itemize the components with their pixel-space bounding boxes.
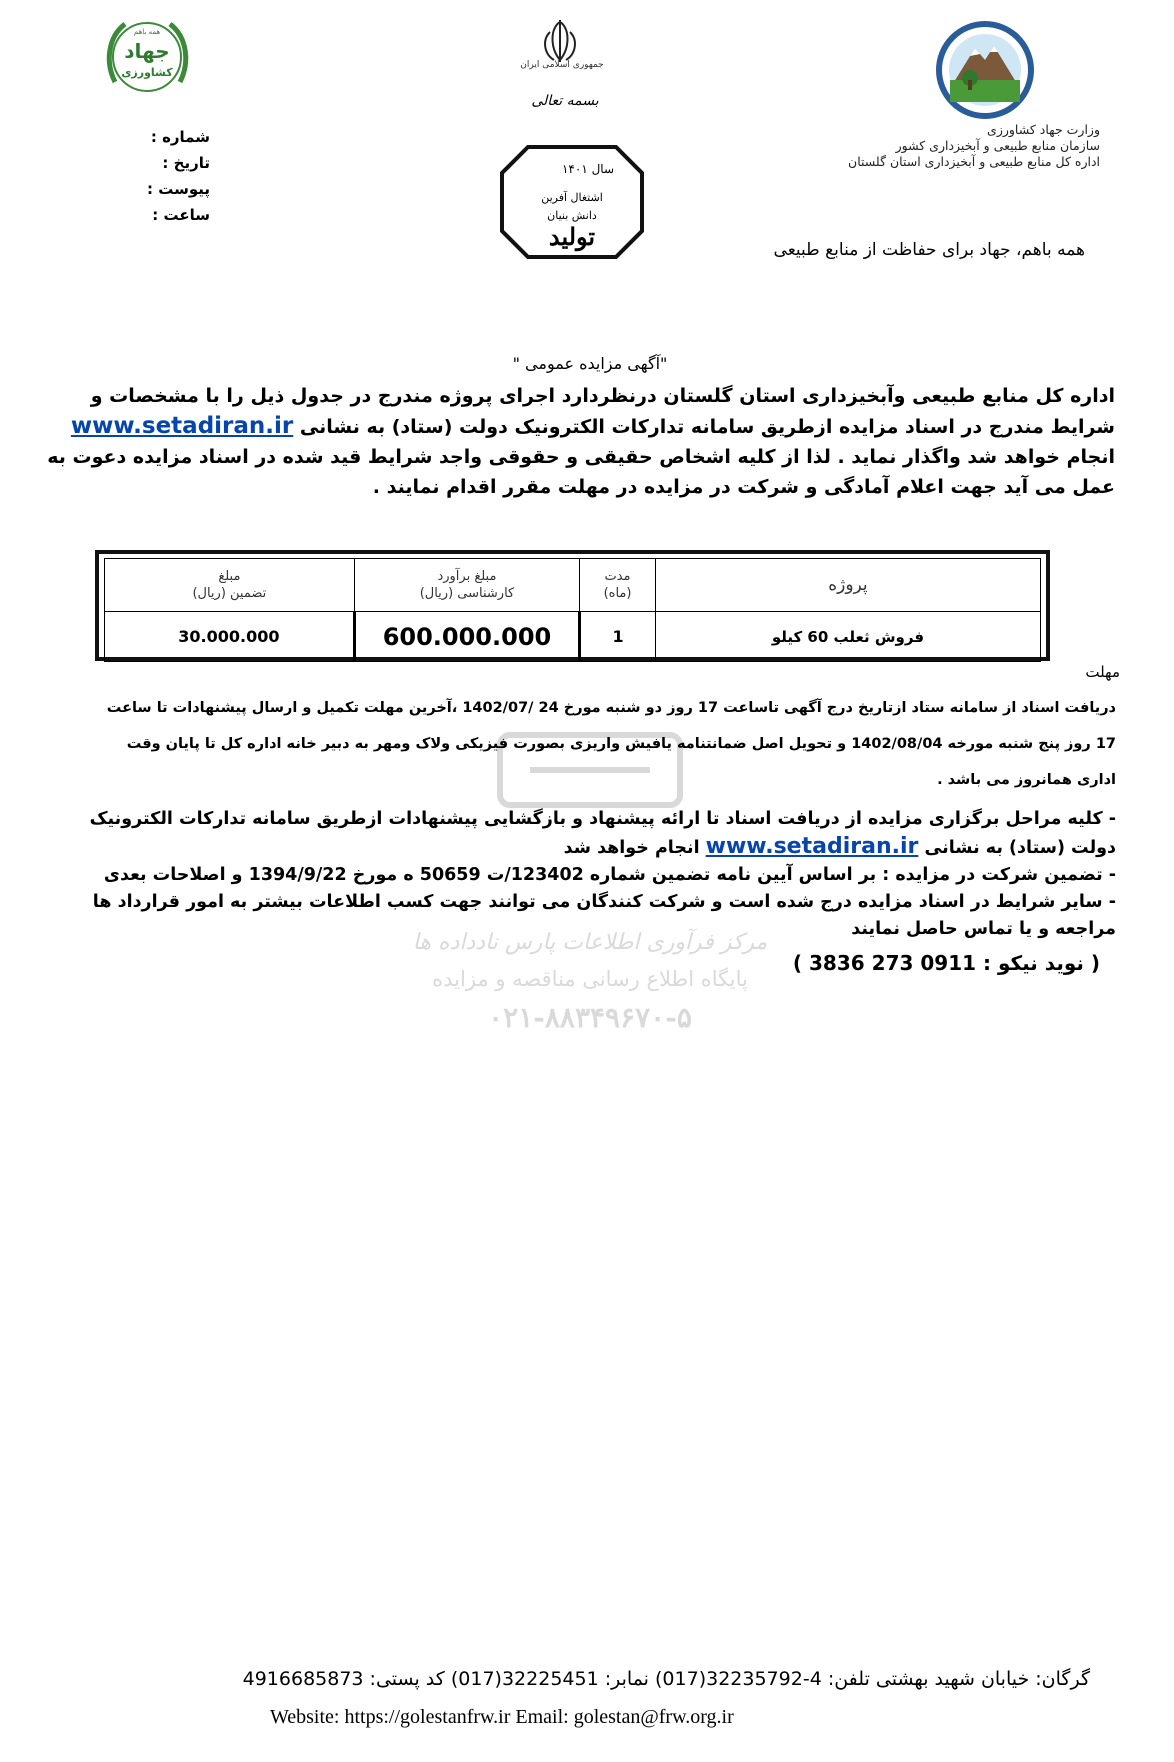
auction-table xyxy=(104,558,1041,662)
jihad-agriculture-logo xyxy=(100,12,195,102)
organization-logo xyxy=(930,20,1040,120)
footer-web-email: Website: https://golestanfrw.ir Email: golestan@frw.org.ir xyxy=(270,1706,734,1728)
notice-intro xyxy=(40,381,1115,502)
deadline-text xyxy=(44,690,1116,798)
logo-year-top: ۱۳۴۲ xyxy=(977,29,993,37)
setadiran-link-2[interactable]: www.setadiran.ir xyxy=(705,834,919,859)
org-line-2: سازمان منابع طبیعی و آبخیزداری کشور xyxy=(895,138,1100,153)
deadline-label: مهلت xyxy=(1085,663,1120,681)
row-duration: 1 xyxy=(580,612,656,662)
header-estimate xyxy=(354,559,579,612)
condition-1 xyxy=(44,806,1116,862)
slogan: همه باهم، جهاد برای حفاظت از منابع طبیعی xyxy=(773,240,1085,260)
logo-line3: کشاورزی xyxy=(121,66,173,79)
setadiran-link[interactable]: www.setadiran.ir xyxy=(70,413,294,439)
contact-info: ( نوید نیکو : 0911 273 3836 ) xyxy=(792,951,1100,975)
table-header-row xyxy=(105,559,1041,612)
deadline-line-3: اداری همانروز می باشد . xyxy=(937,772,1116,788)
header-deposit-l2: تضمین (ریال) xyxy=(192,586,267,601)
header-duration-l2: (ماه) xyxy=(603,586,632,601)
header-deposit-l1: مبلغ xyxy=(218,569,241,584)
time-field: ساعت : xyxy=(152,206,210,224)
logo-line1: همه باهم xyxy=(133,28,161,36)
attachment-field: پیوست : xyxy=(146,180,210,198)
row-project: فروش ثعلب 60 کیلو xyxy=(655,612,1040,662)
condition-2: - تضمین شرکت در مزایده : بر اساس آیین نامه تضمین شماره 123402/ت 50659 ه مورخ 1394/9/22 و اصلاحات بعدی xyxy=(103,865,1116,885)
header-duration xyxy=(580,559,656,612)
date-field: تاریخ : xyxy=(162,154,210,172)
watermark-phone: ۰۲۱-۸۸۳۴۹۶۷۰-۵ xyxy=(488,1001,692,1034)
letter-meta-fields xyxy=(130,124,210,228)
condition-3: - سایر شرایط در اسناد مزایده درج شده است و شرکت کنندگان می توانند جهت کسب اطلاعات بیشتر به امور قرارداد ها مراجعه و یا تماس حاصل نمایند xyxy=(92,892,1116,939)
intro-part-1: اداره کل منابع طبیعی وآبخیزداری استان گلستان درنظردارد اجرای پروژه مندرج در جدول ذیل را با مشخصات و شرایط مندرج در اسناد مزایده ازطریق سامانه تدارکات الکترونیک دولت (ستاد) به نشانی xyxy=(90,385,1115,438)
condition-1-end: انجام خواهد شد xyxy=(563,838,706,858)
table-row xyxy=(105,612,1041,662)
header-estimate-l2: کارشناسی (ریال) xyxy=(419,586,515,601)
notice-title: "آگهی مزایده عمومی " xyxy=(512,354,668,373)
row-estimate: 600.000.000 xyxy=(354,612,579,662)
watermark-line2: پایگاه اطلاع رسانی مناقصه و مزایده xyxy=(432,967,748,991)
iran-emblem xyxy=(520,18,600,98)
header-estimate-l1: مبلغ برآورد xyxy=(437,569,497,584)
deadline-line-2: 17 روز پنج شنبه مورخه 1402/08/04 و تحویل اصل ضمانتنامه یافیش واریزی بصورت فیزیکی ولاک ومهر به دبیر خانه اداره کل تا پایان وقت xyxy=(126,736,1116,752)
stamp-line1: تولید xyxy=(548,222,596,251)
conditions-list xyxy=(44,806,1116,943)
logo-year-bottom: 1963 xyxy=(977,106,993,113)
intro-part-2: انجام خواهد شد واگذار نماید . لذا از کلیه اشخاص حقیقی و حقوقی واجد شرایط قید شده در اسناد مزایده دعوت به عمل می آید جهت اعلام آمادگی و شرکت در مزایده در مهلت مقرر اقدام نمایند . xyxy=(47,446,1115,498)
year-slogan-stamp xyxy=(498,143,646,261)
header-project: پروژه xyxy=(655,559,1040,612)
stamp-line2: دانش بنیان xyxy=(547,209,597,222)
logo-line2: جهاد xyxy=(124,39,170,63)
header-deposit xyxy=(105,559,355,612)
watermark-line1: مرکز فرآوری اطلاعات پارس نادداده ها xyxy=(412,930,768,955)
org-line-1: وزارت جهاد کشاورزی xyxy=(987,122,1100,137)
basmala: بسمه تعالی xyxy=(531,93,599,109)
row-deposit: 30.000.000 xyxy=(105,612,355,662)
org-line-3: اداره کل منابع طبیعی و آبخیزداری استان گلستان xyxy=(848,154,1100,169)
organization-lines xyxy=(780,122,1100,170)
stamp-year: سال ۱۴۰۱ xyxy=(561,162,615,176)
deadline-line-1: دریافت اسناد از سامانه ستاد ازتاریخ درج آگهی تاساعت 17 روز دو شنبه مورخ 24 /1402/07 ،آخرین مهلت تکمیل و ارسال پیشنهادات تا ساعت xyxy=(106,700,1116,716)
footer-address: گرگان: خیابان شهید بهشتی تلفن: 4-32235792(017) نمابر: 32225451(017) کد پستی: 4916685873 xyxy=(242,1668,1090,1690)
number-field: شماره : xyxy=(150,128,210,146)
header-duration-l1: مدت xyxy=(604,569,631,584)
stamp-line3: اشتغال آفرین xyxy=(541,191,603,204)
country-name: جمهوری اسلامی ایران xyxy=(520,60,604,70)
condition-1-text: - کلیه مراحل برگزاری مزایده از دریافت اسناد تا ارائه پیشنهاد و بازگشایی پیشنهادات ازطریق سامانه تدارکات الکترونیک دولت (ستاد) به نشانی xyxy=(89,809,1116,858)
